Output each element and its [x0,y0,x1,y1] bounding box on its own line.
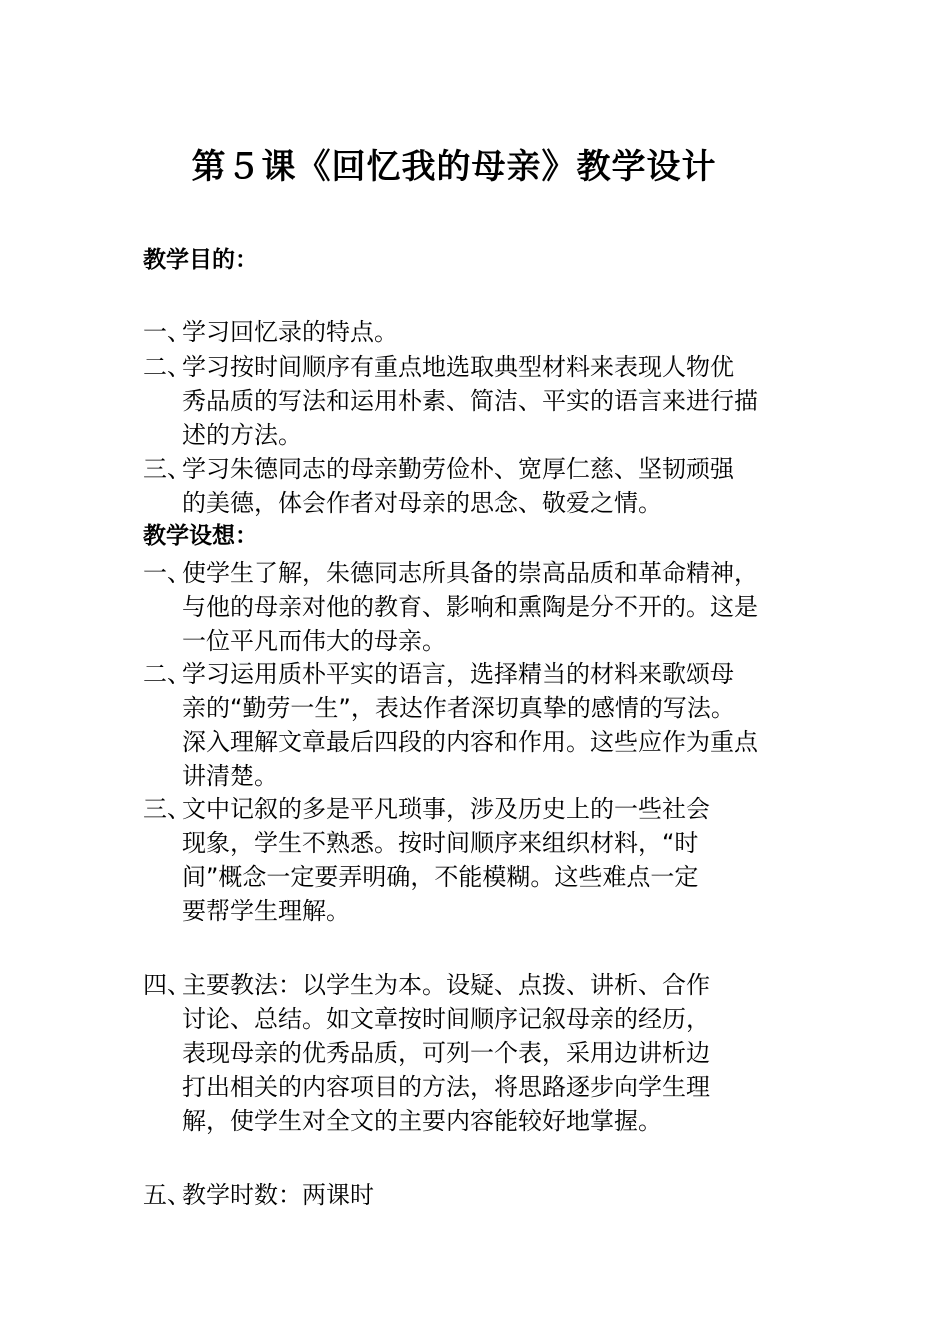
document-title: 第５课《回忆我的母亲》教学设计 [191,147,717,187]
design-item-4 [143,968,803,1138]
item-text-line: 表现母亲的优秀品质，可列一个表，采用边讲析边 [182,1039,710,1067]
item-number: 三、 [143,455,191,483]
item-text-line: 教学时数：两课时 [182,1181,374,1209]
objective-item-1 [143,315,803,349]
item-number: 一、 [143,318,191,346]
item-number: 一、 [143,559,191,587]
item-text-line: 学习运用质朴平实的语言，选择精当的材料来歌颂母 [182,660,734,688]
item-text-line: 秀品质的写法和运用朴素、简洁、平实的语言来进行描 [182,387,758,415]
item-text-line: 学习朱德同志的母亲勤劳俭朴、宽厚仁慈、坚韧顽强 [182,455,734,483]
item-number: 三、 [143,795,191,823]
item-text-line: 深入理解文章最后四段的内容和作用。这些应作为重点 [182,728,758,756]
item-text-line: 学习按时间顺序有重点地选取典型材料来表现人物优 [182,353,734,381]
item-text-line: 主要教法：以学生为本。设疑、点拨、讲析、合作 [182,971,710,999]
item-number: 二、 [143,660,191,688]
item-text-line: 讨论、总结。如文章按时间顺序记叙母亲的经历， [182,1005,710,1033]
item-text-line: 与他的母亲对他的教育、影响和熏陶是分不开的。这是 [182,593,758,621]
design-item-2 [143,657,803,793]
design-item-3 [143,792,803,928]
item-text-line: 文中记叙的多是平凡琐事，涉及历史上的一些社会 [182,795,710,823]
section-heading-design: 教学设想： [143,523,258,549]
item-text-line: 述的方法。 [182,421,302,449]
item-text-line: 间”概念一定要弄明确，不能模糊。这些难点一定 [182,863,699,891]
section-heading-objectives: 教学目的： [143,247,258,273]
item-text-line: 打出相关的内容项目的方法，将思路逐步向学生理 [182,1073,710,1101]
item-number: 二、 [143,353,191,381]
item-text-line: 解，使学生对全文的主要内容能较好地掌握。 [182,1107,662,1135]
item-text-line: 亲的“勤劳一生”，表达作者深切真挚的感情的写法。 [182,694,735,722]
item-text-line: 一位平凡而伟大的母亲。 [182,627,446,655]
item-text-line: 现象，学生不熟悉。按时间顺序来组织材料，“时 [182,829,699,857]
item-text-line: 的美德，体会作者对母亲的思念、敬爱之情。 [182,489,662,517]
design-item-1 [143,556,803,658]
objective-item-3 [143,452,803,520]
item-number: 五、 [143,1181,191,1209]
design-item-5 [143,1178,803,1212]
item-text-line: 要帮学生理解。 [182,897,350,925]
item-text-line: 使学生了解，朱德同志所具备的崇高品质和革命精神， [182,559,758,587]
objective-item-2 [143,350,803,452]
item-text-line: 讲清楚。 [182,762,278,790]
item-text-line: 学习回忆录的特点。 [182,318,398,346]
item-number: 四、 [143,971,191,999]
